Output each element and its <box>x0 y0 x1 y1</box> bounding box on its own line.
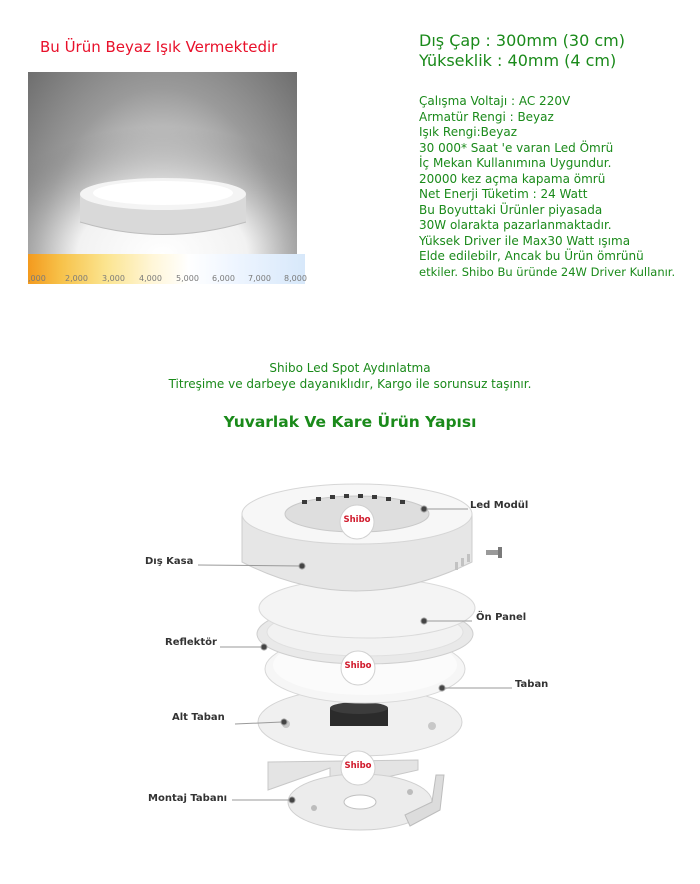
label-mount-base: Montaj Tabanı <box>148 793 228 804</box>
spec-line: Elde edilebilr, Ancak bu Ürün ömrünü <box>419 249 644 263</box>
brand-logo-text: Shibo <box>344 761 372 771</box>
label-led-module: Led Modül <box>470 500 529 511</box>
spec-list <box>419 94 675 280</box>
brand-logo-text: Shibo <box>344 661 372 671</box>
scale-tick: 8,000 <box>284 274 307 283</box>
spec-line: 30W olarakta pazarlanmaktadır. <box>419 218 612 232</box>
scale-tick: ,000 <box>28 274 46 283</box>
white-light-title: Bu Ürün Beyaz Işık Vermektedir <box>40 38 278 56</box>
spec-line: 30 000* Saat 'e varan Led Ömrü <box>419 140 614 155</box>
label-outer-case: Dış Kasa <box>145 556 194 567</box>
scale-tick: 2,000 <box>65 274 88 283</box>
spec-line: Çalışma Voltajı : AC 220V <box>419 94 571 108</box>
product-photo <box>28 72 297 254</box>
intro-line-1: Shibo Led Spot Aydınlatma <box>269 361 431 375</box>
label-lower-base: Alt Taban <box>172 712 225 723</box>
brand-logo-text: Shibo <box>343 515 371 525</box>
spec-line: Yüksek Driver ile Max30 Watt ışıma <box>419 233 631 248</box>
spec-line: Bu Boyuttaki Ürünler piyasada <box>419 202 603 217</box>
label-base: Taban <box>515 679 549 690</box>
spec-line: Net Enerji Tüketim : 24 Watt <box>419 187 588 201</box>
spec-line: Işık Rengi:Beyaz <box>419 125 518 139</box>
structure-title: Yuvarlak Ve Kare Ürün Yapısı <box>223 413 477 431</box>
spec-line: 20000 kez açma kapama ömrü <box>419 171 606 186</box>
spec-line: İç Mekan Kullanımına Uygundur. <box>419 156 612 170</box>
spec-line: Armatür Rengi : Beyaz <box>419 109 554 124</box>
label-front-panel: Ön Panel <box>476 612 527 623</box>
scale-tick: 5,000 <box>176 274 199 283</box>
spec-diameter: Dış Çap : 300mm (30 cm) <box>419 31 625 50</box>
scale-tick: 7,000 <box>248 274 271 283</box>
spec-line: etkiler. Shibo Bu üründe 24W Driver Kullanır. <box>419 264 676 279</box>
exploded-diagram <box>0 470 700 870</box>
scale-tick: 4,000 <box>139 274 162 283</box>
spec-height: Yükseklik : 40mm (4 cm) <box>419 51 617 70</box>
screw-icon <box>486 547 502 558</box>
color-temperature-scale <box>28 254 305 284</box>
scale-tick: 3,000 <box>102 274 125 283</box>
intro-line-2: Titreşime ve darbeye dayanıklıdır, Kargo ile sorunsuz taşınır. <box>168 377 532 391</box>
scale-tick: 6,000 <box>212 274 235 283</box>
label-reflector: Reflektör <box>165 637 217 648</box>
